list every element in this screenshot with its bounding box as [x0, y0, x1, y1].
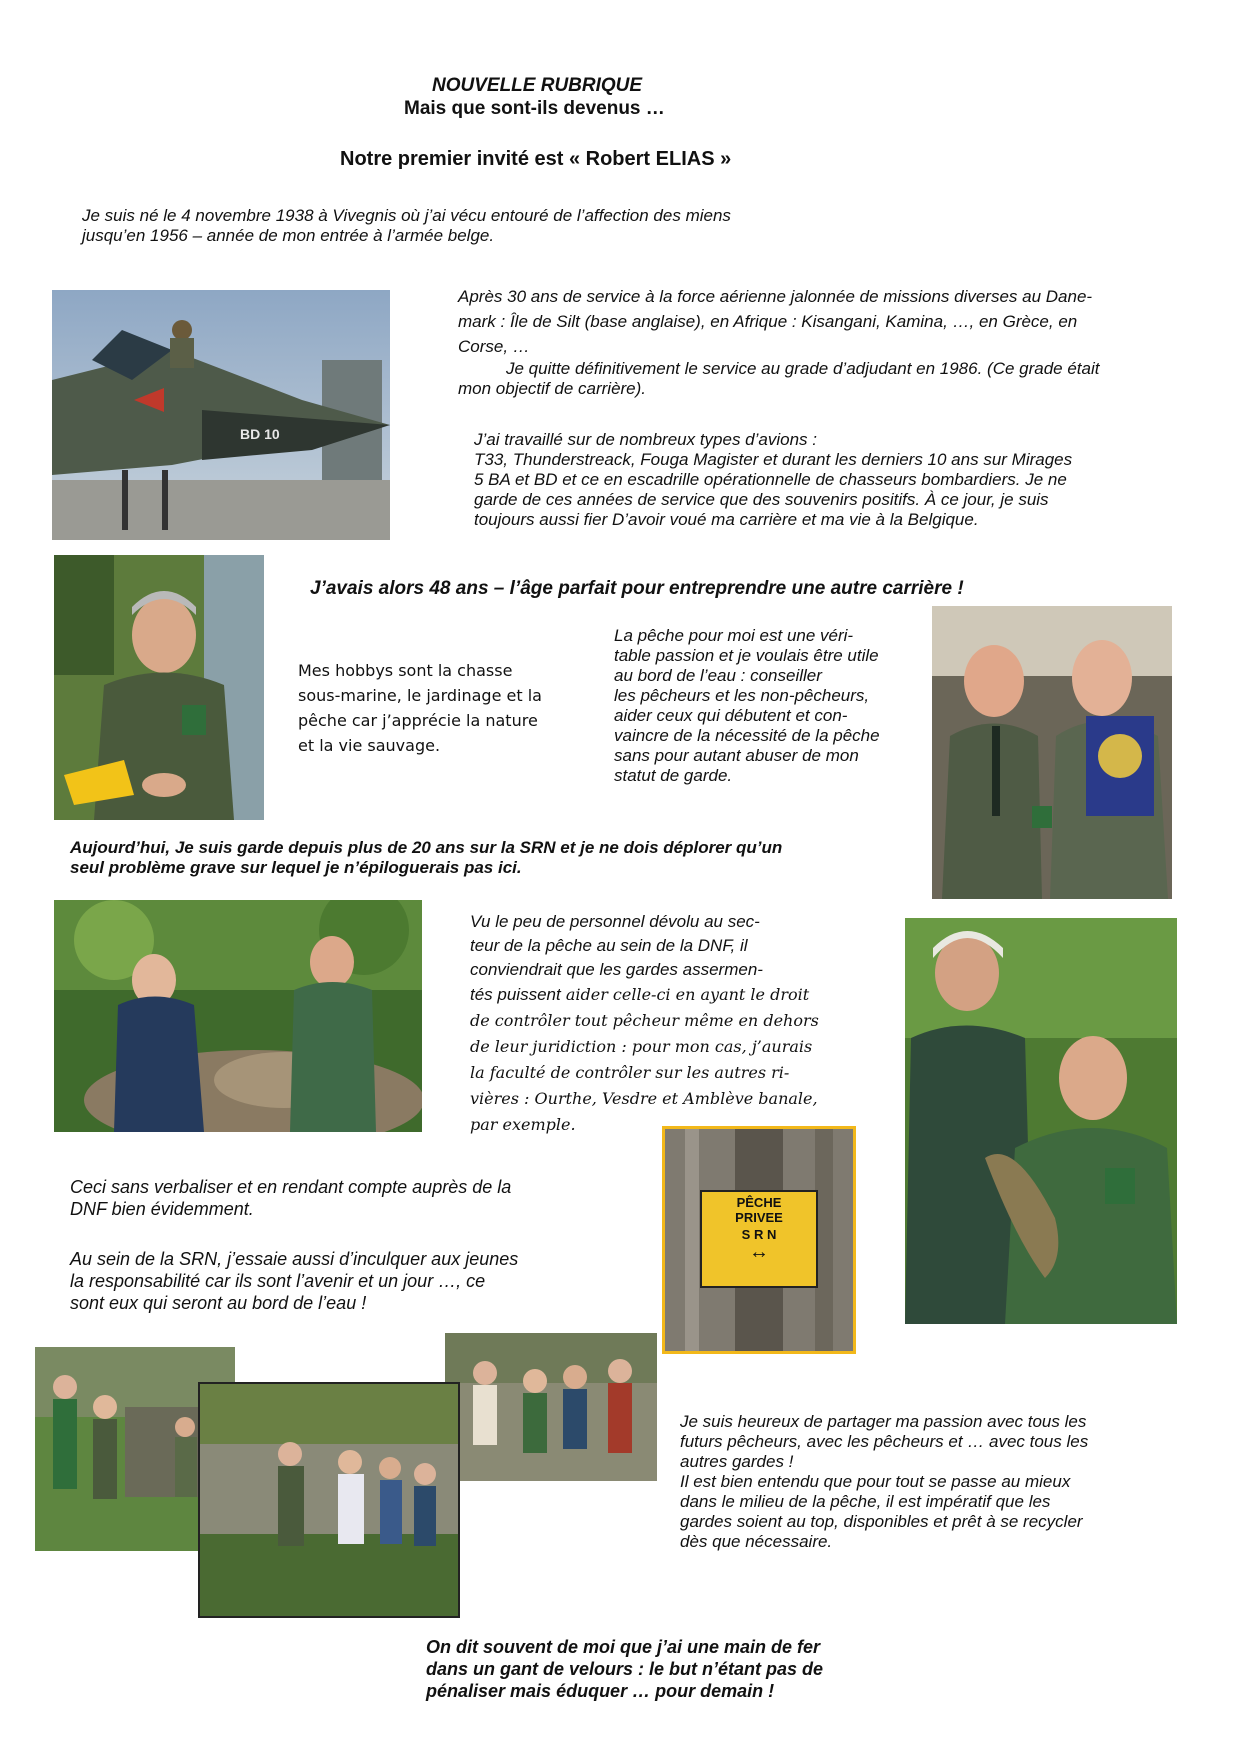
planes-line: garde de ces années de service que des souvenirs positifs. À ce jour, je suis: [474, 490, 1049, 509]
hobbies-line: Mes hobbys sont la chasse: [298, 661, 513, 680]
service-line: Corse, …: [458, 337, 530, 356]
dnf-mixed-arial: tés puissent: [470, 985, 561, 1004]
srn-line: sont eux qui seront au bord de l’eau !: [70, 1293, 367, 1313]
today-paragraph: [70, 838, 870, 878]
happy-line: Je suis heureux de partager ma passion avec tous les: [680, 1412, 1087, 1431]
service-line: Je quitte définitivement le service au grade d’adjudant en 1986. (Ce grade était: [506, 359, 1100, 378]
closing-paragraph: [426, 1636, 946, 1702]
rubric-title: NOUVELLE RUBRIQUE: [432, 75, 643, 96]
ceci-line: Ceci sans verbaliser et en rendant compte auprès de la: [70, 1177, 512, 1197]
hobbies-line: sous-marine, le jardinage et la: [298, 686, 542, 705]
passion-line: aider ceux qui débutent et con-: [614, 706, 848, 725]
planes-paragraph: [474, 430, 1174, 530]
planes-line: T33, Thunderstreack, Fouga Magister et durant les derniers 10 ans sur Mirages: [474, 450, 1073, 469]
guard-portrait-photo: [54, 555, 264, 820]
closing-line: dans un gant de velours : le but n’étant pas de: [426, 1659, 824, 1679]
happy-line: gardes soient au top, disponibles et prêt à se recycler: [680, 1512, 1083, 1531]
jet-tail-label: BD 10: [240, 426, 280, 442]
dnf-line: de contrôler tout pêcheur même en dehors: [470, 1011, 819, 1030]
closing-line: On dit souvent de moi que j’ai une main de fer: [426, 1637, 821, 1657]
planes-line: toujours aussi fier D’avoir voué ma carrière et ma vie à la Belgique.: [474, 510, 979, 529]
service-paragraph: [458, 284, 1178, 399]
dnf-line: par exemple.: [470, 1115, 576, 1134]
dnf-mixed-line: [470, 982, 890, 1008]
closing-line: pénaliser mais éduquer … pour demain !: [426, 1681, 775, 1701]
dnf-line: vières : Ourthe, Vesdre et Amblève banale,: [470, 1089, 818, 1108]
dnf-line: de leur juridiction : pour mon cas, j’aurais: [470, 1037, 813, 1056]
planes-line: 5 BA et BD et ce en escadrille opérationnelle de chasseurs bombardiers. Je ne: [474, 470, 1067, 489]
sign-text: [703, 1195, 815, 1262]
hobbies-paragraph: [298, 658, 542, 758]
dnf-mixed-calibri: aider celle-ci en ayant le droit: [560, 985, 810, 1004]
guest-title: Notre premier invité est « Robert ELIAS »: [340, 148, 732, 170]
dnf-paragraph: [470, 910, 890, 1138]
age-headline: J’avais alors 48 ans – l’âge parfait pour entreprendre une autre carrière !: [310, 578, 964, 599]
award-photo: [932, 606, 1172, 899]
hobbies-line: et la vie sauvage.: [298, 736, 441, 755]
sign-line: PRIVEE: [735, 1210, 783, 1225]
srn-line: la responsabilité car ils sont l’avenir et un jour …, ce: [70, 1271, 486, 1291]
passion-paragraph: [614, 626, 934, 786]
page-subtitle: Mais que sont-ils devenus …: [404, 98, 665, 119]
sign-line: S R N: [741, 1227, 777, 1242]
intro-paragraph: Je suis né le 4 novembre 1938 à Vivegnis où j’ai vécu entouré de l’affection des miens jusqu’en 1956 – année de mon entrée à l’armée belge.: [82, 206, 731, 245]
dnf-line: conviendrait que les gardes assermen-: [470, 960, 763, 979]
passion-line: La pêche pour moi est une véri-: [614, 626, 854, 645]
passion-line: les pêcheurs et les non-pêcheurs,: [614, 686, 870, 705]
happy-line: dans le milieu de la pêche, il est impératif que les: [680, 1492, 1051, 1511]
fish-sculpture-photo: [54, 900, 422, 1132]
passion-line: statut de garde.: [614, 766, 733, 785]
hobbies-line: pêche car j’apprécie la nature: [298, 711, 538, 730]
happy-line: Il est bien entendu que pour tout se passe au mieux: [680, 1472, 1071, 1491]
service-line: mark : Île de Silt (base anglaise), en Afrique : Kisangani, Kamina, …, en Grèce, en: [458, 312, 1078, 331]
double-arrow-icon: ↔: [749, 1241, 769, 1263]
service-line: mon objectif de carrière).: [458, 379, 647, 398]
ceci-paragraph: [70, 1176, 630, 1220]
passion-line: table passion et je voulais être utile: [614, 646, 879, 665]
sign-line: PÊCHE: [736, 1195, 782, 1210]
passion-line: au bord de l’eau : conseiller: [614, 666, 822, 685]
today-line: seul problème grave sur lequel je n’épiloguerais pas ici.: [70, 858, 522, 877]
catch-fish-photo: [905, 918, 1177, 1324]
passion-line: sans pour autant abuser de mon: [614, 746, 859, 765]
fishing-sign-photo: [662, 1126, 856, 1354]
river-group-photo: [198, 1382, 460, 1618]
today-line: Aujourd’hui, Je suis garde depuis plus de 20 ans sur la SRN et je ne dois déplorer qu’un: [70, 838, 783, 857]
planes-line: J’ai travaillé sur de nombreux types d’avions :: [474, 430, 817, 449]
happy-paragraph: [680, 1412, 1200, 1552]
happy-line: autres gardes !: [680, 1452, 794, 1471]
service-line: Après 30 ans de service à la force aérienne jalonnée de missions diverses au Dane-: [458, 287, 1093, 306]
happy-line: dès que nécessaire.: [680, 1532, 833, 1551]
jet-photo: [52, 290, 390, 540]
srn-line: Au sein de la SRN, j’essaie aussi d’inculquer aux jeunes: [70, 1249, 519, 1269]
youth-group-photo: [445, 1333, 657, 1481]
srn-paragraph: [70, 1248, 630, 1314]
ceci-line: DNF bien évidemment.: [70, 1199, 254, 1219]
dnf-line: teur de la pêche au sein de la DNF, il: [470, 936, 748, 955]
dnf-line: la faculté de contrôler sur les autres ri-: [470, 1063, 790, 1082]
happy-line: futurs pêcheurs, avec les pêcheurs et … avec tous les: [680, 1432, 1089, 1451]
dnf-line: Vu le peu de personnel dévolu au sec-: [470, 912, 760, 931]
passion-line: vaincre de la nécessité de la pêche: [614, 726, 880, 745]
